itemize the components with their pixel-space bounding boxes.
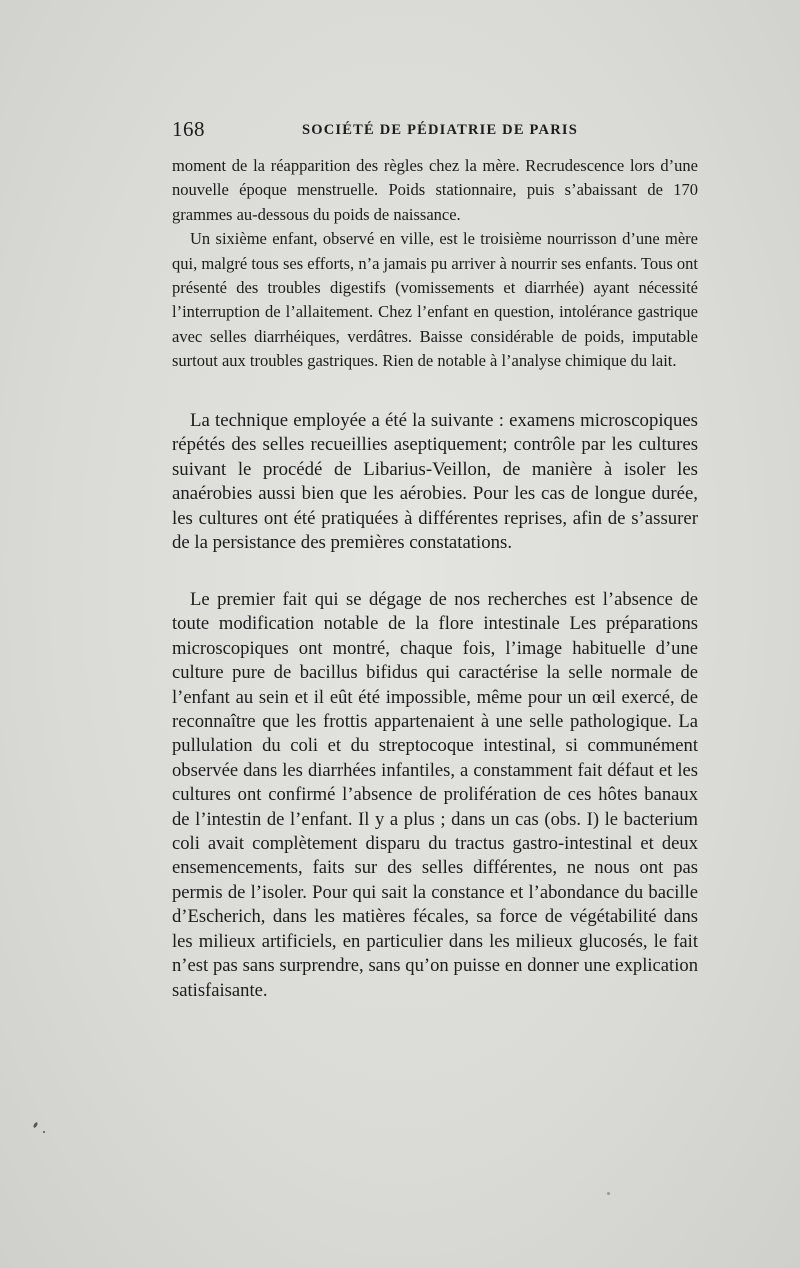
ink-speck	[43, 1131, 45, 1133]
page-number: 168	[172, 117, 205, 141]
paragraph-technique: La technique employée a été la suivante : examens microscopiques répétés des selles recueillies aseptiquement; contrôle par les cultures suivant le procédé de Libarius-Veillon, de manière à isoler les anaérobies aussi bien que les aérobies. Pour les cas de longue durée, les cultures ont été pratiquées à différentes reprises, afin de s’assurer de la persistance des premières constatations.	[172, 410, 698, 554]
running-title: SOCIÉTÉ DE PÉDIATRIE DE PARIS	[302, 122, 578, 138]
page-header	[172, 117, 698, 143]
paragraph-continuation: moment de la réapparition des règles chez la mère. Recrudescence lors d’une nouvelle époque menstruelle. Poids stationnaire, puis s’abaissant de 170 grammes au-dessous du poids de naissance.	[172, 156, 698, 224]
findings-block	[172, 588, 698, 1003]
paragraph-findings: Le premier fait qui se dégage de nos recherches est l’absence de toute modification notable de la flore intestinale Les préparations microscopiques ont montré, chaque fois, l’image habituelle d’une culture pure de bacillus bifidus qui caractérise la selle normale de l’enfant au sein et il eût été impossible, même pour un œil exercé, de reconnaître que les frottis appartenaient à une selle pathologique. La pullulation du coli et du streptocoque intestinal, si communément observée dans les diarrhées infantiles, a constamment fait défaut et les cultures ont confirmé l’absence de prolifération de ces hôtes banaux de l’intestin de l’enfant. Il y a plus ; dans un cas (obs. I) le bacterium coli avait complètement disparu du tractus gastro-intestinal et deux ensemencements, faits sur des selles différentes, ne nous ont pas permis de l’isoler. Pour qui sait la constance et l’abondance du bacille d’Escherich, dans les matières fécales, sa force de végétabilité dans les milieux artificiels, en particulier dans les milieux glucosés, le fait n’est pas sans surprendre, sans qu’on puisse en donner une explication satisfaisante.	[172, 589, 698, 1001]
case-notes-block	[172, 154, 698, 374]
paragraph-sixth-child: Un sixième enfant, observé en ville, est le troisième nourrisson d’une mère qui, malgré tous ses efforts, n’a jamais pu arriver à nourrir ses enfants. Tous ont présenté des troubles digestifs (vomissements et diarrhée) ayant nécessité l’interruption de l’allaitement. Chez l’enfant en question, intolérance gastrique avec selles diarrhéiques, verdâtres. Baisse considérable de poids, imputable surtout aux troubles gastriques. Rien de notable à l’analyse chimique du lait.	[172, 229, 698, 371]
ink-speck	[33, 1122, 39, 1129]
ink-speck	[607, 1192, 610, 1195]
technique-block	[172, 409, 698, 555]
